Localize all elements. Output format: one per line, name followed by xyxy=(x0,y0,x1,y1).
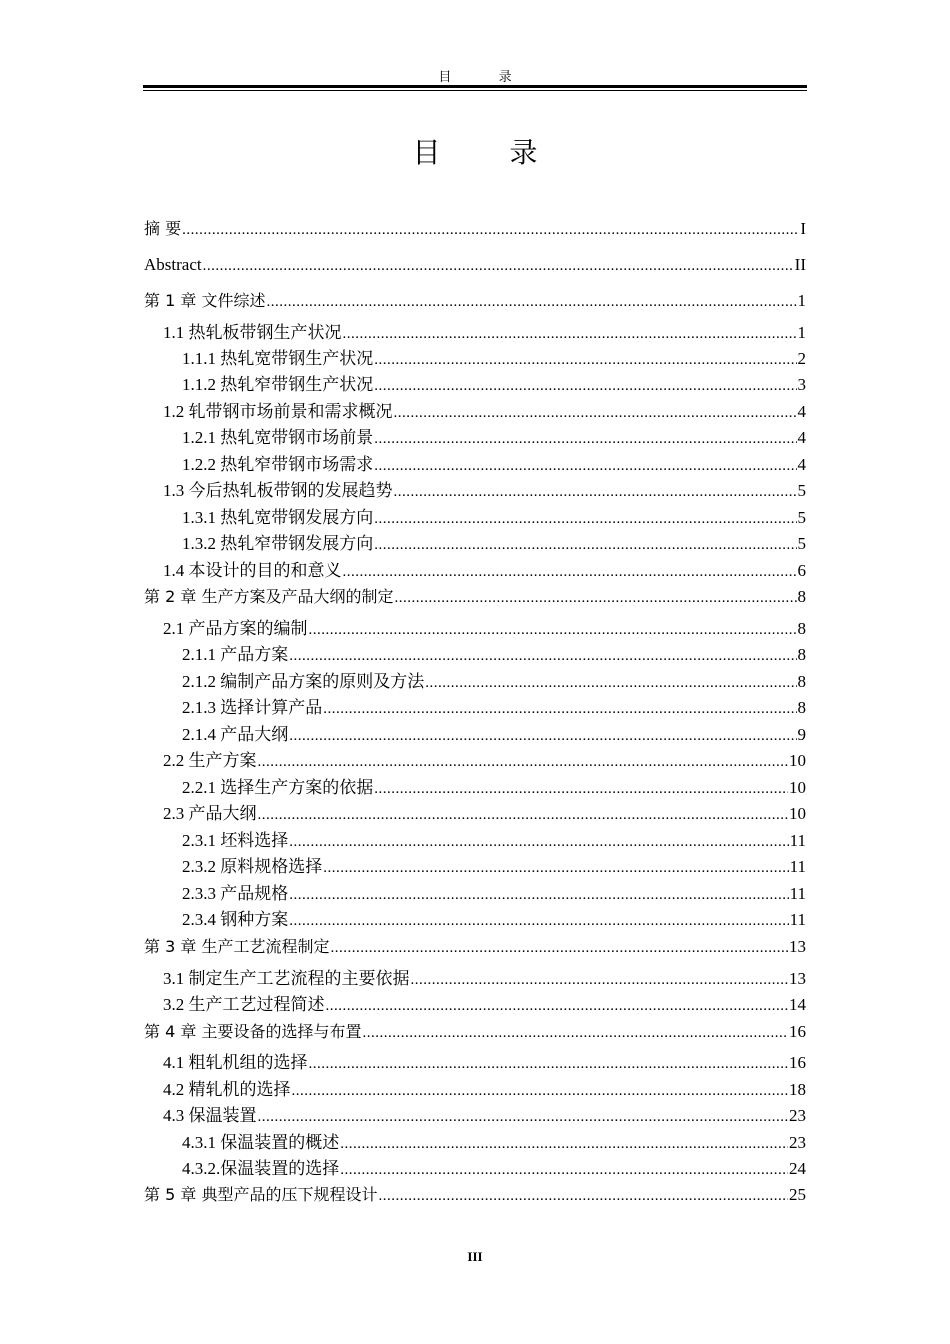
toc-entry-label: 3.1 制定生产工艺流程的主要依据 xyxy=(163,969,410,988)
toc-dot-leader xyxy=(266,291,796,313)
toc-entry-label: 4.1 粗轧机组的选择 xyxy=(163,1053,308,1072)
toc-entry[interactable] xyxy=(182,644,806,667)
toc-entry-page: 13 xyxy=(789,969,806,988)
toc-entry-label: 1.2 轧带钢市场前景和需求概况 xyxy=(163,402,393,421)
toc-dot-leader xyxy=(374,375,796,397)
toc-dot-leader xyxy=(340,1133,788,1155)
toc-entry[interactable] xyxy=(182,671,806,694)
toc-dot-leader xyxy=(258,751,789,773)
toc-dot-leader xyxy=(309,619,797,641)
toc-dot-leader xyxy=(289,884,788,906)
toc-entry-label: 1.2.1 热轧宽带钢市场前景 xyxy=(182,428,374,447)
toc-entry-page: 10 xyxy=(789,778,806,797)
toc-entry-page: 4 xyxy=(797,455,806,474)
toc-entry[interactable] xyxy=(163,803,806,826)
toc-entry-page: 9 xyxy=(797,725,806,744)
toc-entry[interactable] xyxy=(182,697,806,720)
toc-entry-page: 4 xyxy=(797,428,806,447)
toc-entry-page: 25 xyxy=(789,1185,806,1204)
toc-entry[interactable] xyxy=(182,427,806,450)
toc-entry-label: 4.3.1 保温装置的概述 xyxy=(182,1133,340,1152)
toc-entry-page: 23 xyxy=(789,1106,806,1125)
toc-entry-page: 11 xyxy=(789,857,806,876)
toc-entry-label: 1.3 今后热轧板带钢的发展趋势 xyxy=(163,481,393,500)
toc-chapter-entry[interactable] xyxy=(144,1184,806,1207)
toc-entry-page: 13 xyxy=(789,937,806,956)
toc-entry[interactable] xyxy=(182,374,806,397)
toc-entry-label: 4.3 保温装置 xyxy=(163,1106,257,1125)
running-header: 目 录 xyxy=(438,69,534,84)
toc-entry-page: 16 xyxy=(789,1053,806,1072)
toc-dot-leader xyxy=(323,857,788,879)
toc-entry-page: 6 xyxy=(797,561,806,580)
header-rule-thin xyxy=(143,90,807,91)
toc-chapter-entry[interactable] xyxy=(144,936,806,959)
toc-dot-leader xyxy=(289,645,796,667)
toc-entry-page: 11 xyxy=(789,831,806,850)
toc-entry[interactable] xyxy=(163,560,806,583)
toc-entry[interactable] xyxy=(182,909,806,932)
toc-entry-page: 8 xyxy=(797,619,806,638)
toc-dot-leader xyxy=(362,1022,788,1044)
toc-entry-page: 5 xyxy=(797,508,806,527)
toc-entry-label: 2.3.1 坯料选择 xyxy=(182,831,289,850)
page-title: 目 录 xyxy=(412,136,568,169)
toc-entry-page: 2 xyxy=(797,349,806,368)
toc-entry-label: 第 1 章 文件综述 xyxy=(144,291,266,310)
toc-dot-leader xyxy=(323,698,796,720)
toc-entry[interactable] xyxy=(182,454,806,477)
toc-entry-page: 1 xyxy=(797,291,806,310)
toc-entry-label: 1.1 热轧板带钢生产状况 xyxy=(163,323,342,342)
toc-chapter-entry[interactable] xyxy=(144,586,806,609)
toc-dot-leader xyxy=(292,1080,789,1102)
toc-dot-leader xyxy=(182,219,799,241)
toc-entry-label: 2.1.1 产品方案 xyxy=(182,645,289,664)
header-rule-thick xyxy=(143,85,807,88)
toc-entry-label: 2.2.1 选择生产方案的依据 xyxy=(182,778,374,797)
toc-entry[interactable] xyxy=(182,1158,806,1181)
toc-chapter-entry[interactable] xyxy=(144,218,806,241)
toc-entry[interactable] xyxy=(182,830,806,853)
toc-entry[interactable] xyxy=(182,507,806,530)
page-number: III xyxy=(467,1249,483,1264)
toc-dot-leader xyxy=(326,995,789,1017)
toc-entry-label: 2.1 产品方案的编制 xyxy=(163,619,308,638)
toc-dot-leader xyxy=(374,534,796,556)
toc-entry-label: 1.2.2 热轧窄带钢市场需求 xyxy=(182,455,374,474)
toc-entry-page: 8 xyxy=(797,672,806,691)
toc-dot-leader xyxy=(394,402,797,424)
toc-entry-label: 第 3 章 生产工艺流程制定 xyxy=(144,937,330,956)
toc-entry-page: 10 xyxy=(789,804,806,823)
toc-entry[interactable] xyxy=(182,883,806,906)
toc-dot-leader xyxy=(343,323,797,345)
toc-entry-page: 24 xyxy=(789,1159,806,1178)
toc-dot-leader xyxy=(378,1185,788,1207)
toc-entry[interactable] xyxy=(182,348,806,371)
toc-entry-label: 第 5 章 典型产品的压下规程设计 xyxy=(144,1185,378,1204)
toc-dot-leader xyxy=(374,349,796,371)
toc-dot-leader xyxy=(411,969,789,991)
toc-dot-leader xyxy=(374,428,796,450)
toc-entry[interactable] xyxy=(182,724,806,747)
toc-entry-page: 23 xyxy=(789,1133,806,1152)
toc-entry-label: 4.2 精轧机的选择 xyxy=(163,1080,291,1099)
toc-dot-leader xyxy=(374,455,796,477)
toc-entry[interactable] xyxy=(163,750,806,773)
toc-entry-page: 14 xyxy=(789,995,806,1014)
toc-entry[interactable] xyxy=(182,1132,806,1155)
toc-entry-page: 18 xyxy=(789,1080,806,1099)
toc-entry-page: 5 xyxy=(797,534,806,553)
toc-dot-leader xyxy=(289,725,796,747)
toc-entry-label: 3.2 生产工艺过程简述 xyxy=(163,995,325,1014)
toc-entry[interactable] xyxy=(163,401,806,424)
toc-entry-label: 2.1.2 编制产品方案的原则及方法 xyxy=(182,672,425,691)
toc-entry-label: 第 4 章 主要设备的选择与布置 xyxy=(144,1022,362,1041)
toc-entry-page: 8 xyxy=(797,587,806,606)
toc-dot-leader xyxy=(394,481,797,503)
toc-entry-label: Abstract xyxy=(144,255,202,274)
toc-dot-leader xyxy=(340,1159,788,1181)
toc-dot-leader xyxy=(203,255,794,277)
toc-entry-page: 8 xyxy=(797,645,806,664)
toc-entry[interactable] xyxy=(144,254,806,277)
toc-entry[interactable] xyxy=(163,994,806,1017)
toc-entry-page: 16 xyxy=(789,1022,806,1041)
toc-entry-page: 3 xyxy=(797,375,806,394)
toc-entry-page: 10 xyxy=(789,751,806,770)
toc-entry[interactable] xyxy=(163,618,806,641)
toc-entry-label: 2.3 产品大纲 xyxy=(163,804,257,823)
toc-entry-label: 2.3.3 产品规格 xyxy=(182,884,289,903)
toc-entry-page: 1 xyxy=(797,323,806,342)
toc-entry[interactable] xyxy=(182,856,806,879)
toc-entry-label: 2.3.2 原料规格选择 xyxy=(182,857,323,876)
toc-chapter-entry[interactable] xyxy=(144,1021,806,1044)
toc-dot-leader xyxy=(374,778,788,800)
toc-entry-label: 2.1.4 产品大纲 xyxy=(182,725,289,744)
toc-entry-label: 2.2 生产方案 xyxy=(163,751,257,770)
toc-entry-label: 2.3.4 钢种方案 xyxy=(182,910,289,929)
toc-dot-leader xyxy=(289,831,788,853)
toc-entry-label: 1.3.2 热轧窄带钢发展方向 xyxy=(182,534,374,553)
toc-entry[interactable] xyxy=(163,1105,806,1128)
toc-entry-label: 1.1.1 热轧宽带钢生产状况 xyxy=(182,349,374,368)
toc-dot-leader xyxy=(309,1053,789,1075)
toc-dot-leader xyxy=(258,804,789,826)
toc-entry[interactable] xyxy=(163,968,806,991)
toc-dot-leader xyxy=(425,672,796,694)
toc-entry-page: 5 xyxy=(797,481,806,500)
toc-dot-leader xyxy=(258,1106,789,1128)
toc-entry[interactable] xyxy=(163,1079,806,1102)
toc-dot-leader xyxy=(289,910,788,932)
toc-chapter-entry[interactable] xyxy=(144,290,806,313)
toc-entry[interactable] xyxy=(182,533,806,556)
toc-entry-page: 11 xyxy=(789,884,806,903)
toc-entry-page: I xyxy=(800,219,806,238)
toc-dot-leader xyxy=(330,937,788,959)
toc-entry-label: 4.3.2.保温装置的选择 xyxy=(182,1159,340,1178)
toc-entry-page: 11 xyxy=(789,910,806,929)
toc-entry[interactable] xyxy=(182,777,806,800)
toc-entry[interactable] xyxy=(163,322,806,345)
toc-dot-leader xyxy=(374,508,796,530)
toc-dot-leader xyxy=(394,587,796,609)
toc-entry[interactable] xyxy=(163,480,806,503)
toc-entry-label: 1.4 本设计的目的和意义 xyxy=(163,561,342,580)
toc-entry[interactable] xyxy=(163,1052,806,1075)
toc-entry-page: 8 xyxy=(797,698,806,717)
toc-entry-label: 摘 要 xyxy=(144,219,182,238)
toc-entry-page: 4 xyxy=(797,402,806,421)
toc-dot-leader xyxy=(343,561,797,583)
toc-entry-label: 1.1.2 热轧窄带钢生产状况 xyxy=(182,375,374,394)
toc-entry-label: 1.3.1 热轧宽带钢发展方向 xyxy=(182,508,374,527)
toc-entry-label: 2.1.3 选择计算产品 xyxy=(182,698,323,717)
toc-entry-page: II xyxy=(794,255,806,274)
toc-entry-label: 第 2 章 生产方案及产品大纲的制定 xyxy=(144,587,394,606)
